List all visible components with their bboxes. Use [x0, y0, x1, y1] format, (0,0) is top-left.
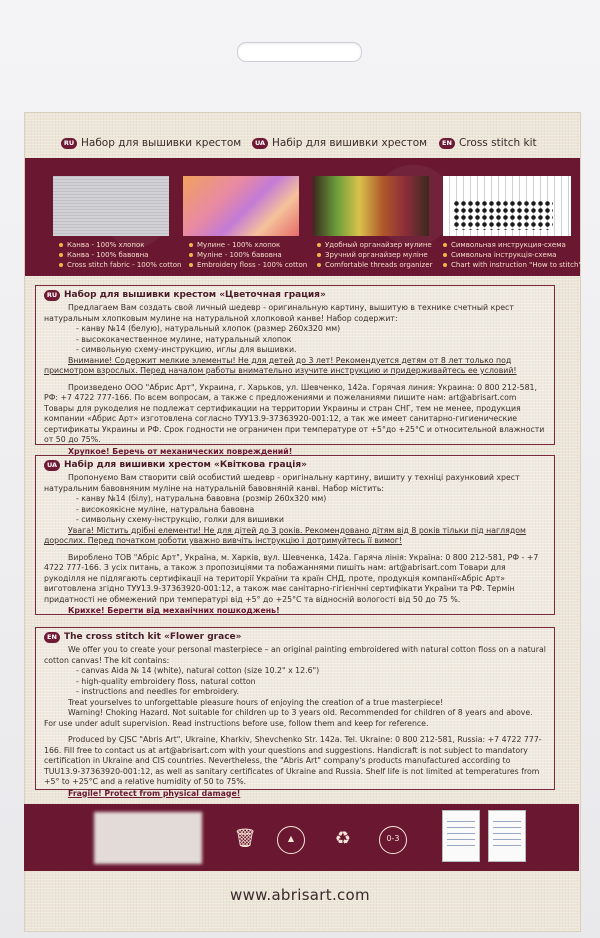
chart-pattern — [453, 200, 553, 230]
section-en-item: - high-quality embroidery floss, natural cotton — [76, 676, 256, 686]
recycle-bin-icon: 🗑 — [233, 828, 257, 849]
section-ru-fragile: Хрупкое! Беречь от механических повреждений! — [68, 446, 293, 456]
lang-ru-title: Набор для вышивки крестом — [81, 137, 242, 149]
section-en-producer: Produced by CJSC "Abris Art", Ukraine, Kharkiv, Shevchenko Str. 142a. Tel. Ukraine: 0 800 212-581, Russia: +7 4722 777-166. Fill free to contact us at art@abrisart.com with your questions and suggestions. Handicraft is not subject to mandatory certification in Ukraine and CIS countries. Nevertheless, the "Abris Art" company's products manufactured according to TUU13.9-37363920-001:12, as well as sanitary certificates of Ukraine and Russia. Shelf life is not limited at temperatures from +5° to +25°C and a relative humidity of 50 to 75%. — [44, 735, 542, 786]
website-url: www.abrisart.com — [230, 886, 370, 904]
lang-en-title: Cross stitch kit — [459, 137, 537, 149]
section-en-intro: We offer you to create your personal masterpiece – an original painting embroidered with natural cotton floss on a natural cotton canvas! The kit contains: — [44, 645, 546, 665]
section-ru-warning: Внимание! Содержит мелкие элементы! Не для детей до 3 лет! Рекомендуется детям от 8 лет только под присмотром взрослых. Перед началом работы внимательно изучите инструкцию и придерживайтесь ее условий! — [44, 355, 517, 375]
section-en-treat: Treat yourselves to unforgettable pleasure hours of enjoying the creation of a true masterpiece! — [68, 697, 444, 707]
section-ru-intro: Предлагаем Вам создать свой личный шедевр - оригинальную картину, вышитую в технике счетный крест натуральным хлопковым мулине на натуральной хлопковой канве! Набор содержит: — [44, 303, 514, 323]
section-en-item: - canvas Aida № 14 (white), natural cotton (size 10.2" x 12.6") — [76, 666, 320, 675]
certificate-thumbnail — [488, 810, 526, 862]
section-en — [35, 627, 555, 798]
section-ua — [35, 455, 555, 615]
section-ua-item: - канву №14 (білу), натуральна бавовна (розмір 260х320 мм) — [76, 494, 327, 503]
section-ua-item: - символьну схему-інструкцію, голки для вишивки — [76, 515, 284, 524]
feature-floss-caption: Мулине - 100% хлопок Муліне - 100% бавовна Embroidery floss - 100% cotton — [189, 240, 307, 270]
lang-ru-badge: RU — [61, 138, 77, 149]
feature-band — [25, 158, 580, 276]
section-en-fragile: Fragile! Protect from physical damage! — [68, 788, 241, 798]
section-en-title: EN The cross stitch kit «Flower grace» — [44, 632, 546, 643]
barcode — [94, 812, 202, 864]
lang-ua — [252, 133, 427, 153]
section-ru-item: - символьную схему-инструкцию, иглы для вышивки. — [76, 345, 297, 354]
section-ua-warning: Увага! Містить дрібні елементи! Не для дітей до 3 років. Рекомендовано дітям від 8 років тільки під наглядом дорослих. Перед початком роботи уважно вивчіть інструкцію і дотримуйтесь її вимог! — [44, 525, 526, 545]
section-en-warning: Warning! Choking Hazard. Not suitable for children up to 3 years old. Recommended for children of 8 years and above. For use under adult supervision. Read instructions before use, follow them and keep for reference. — [44, 708, 533, 728]
certificate-thumbnail — [442, 810, 480, 862]
language-bar — [25, 133, 580, 153]
lang-ua-badge: UA — [252, 138, 268, 149]
section-en-item: - instructions and needles for embroidery. — [76, 687, 240, 696]
age-restriction-icon: 0-3 — [379, 826, 407, 854]
lang-en-badge: EN — [439, 138, 455, 149]
section-ru-title: RU Набор для вышивки крестом «Цветочная грация» — [44, 290, 546, 301]
recycle-icon: ♻ — [334, 828, 352, 849]
section-ua-fragile: Крихке! Берегти від механічних пошкоджень! — [68, 606, 280, 615]
section-ru-producer: Произведено ООО "Абрис Арт", Украина, г. Харьков, ул. Шевченко, 142а. Горячая линия: Украина: 0 800 212-581, РФ: +7 4722 777-166. По всем вопросам, а также с предложениями и пожеланиями пишите нам: art@abrisart.com Товары для рукоделия не подлежат сертификации на территории Украины и стран СНГ, тем не менее, продукция компании «Абрис Арт» изготовлена согласно ТУУ13.9-37363920-001:12, а так же имеет санитарно-гигиенические сертификаты Украины и РФ. Срок годности не ограничен при температуре от +5°до +25°С и относительной влажности от 50 до 75%. — [44, 382, 545, 444]
feature-canvas-caption: Канва - 100% хлопок Канва - 100% бавовна Cross stitch fabric - 100% cotton — [59, 240, 181, 270]
hang-hole — [237, 42, 362, 62]
lang-ua-title: Набір для вишивки хрестом — [272, 137, 428, 149]
feature-organizer-caption: Удобный органайзер мулине Зручний органайзер муліне Comfortable threads organizer — [317, 240, 432, 270]
section-ru — [35, 285, 555, 456]
flammable-icon: ▲ — [277, 826, 305, 854]
section-ua-producer: Вироблено ТОВ "Абріс Арт", Україна, м. Харків, вул. Шевченка, 142а. Гаряча лінія: Україна: 0 800 212-581, РФ - +7 4722 777-166. З усіх питань, а також з пропозиціями та побажаннями пишіть нам: art@abrisart.com Товари для рукоділля не підлягають сертифікації на території України та країн СНД, проте, продукція компанії«Абріс Арт» виготовлена згідно ТУУ13.9-37363920-001:12, а також має санітарно-гігієнічні сертифікати України та РФ. Термін придатності не обмежений при температурі від +5° до +25°С та відносній вологості від 50 до 75 %. — [44, 552, 539, 604]
canvas-photo — [53, 176, 169, 236]
floss-photo — [183, 176, 299, 236]
organizer-photo — [313, 176, 429, 236]
feature-chart-caption: Символьная инструкция-схема Символьна інструкція-схема Chart with instruction "How to stitch" — [443, 240, 582, 270]
lang-ru — [61, 133, 241, 153]
section-ru-item: - канву №14 (белую), натуральный хлопок (размер 260х320 мм) — [76, 324, 341, 333]
section-ua-title: UA Набір для вишивки хрестом «Квіткова грація» — [44, 460, 546, 471]
section-ru-item: - высококачественное мулине, натуральный хлопок — [76, 334, 292, 344]
section-ua-intro: Пропонуємо Вам створити свій особистий шедевр - оригінальну картину, вишиту у техніці рахунковий хрест натуральним бавовняним муліне на натуральній бавовняній канві. Набор містить: — [44, 473, 520, 493]
section-ua-item: - високоякісне муліне, натуральна бавовна — [76, 504, 255, 514]
lang-en — [439, 133, 537, 153]
chart-photo — [443, 176, 571, 236]
